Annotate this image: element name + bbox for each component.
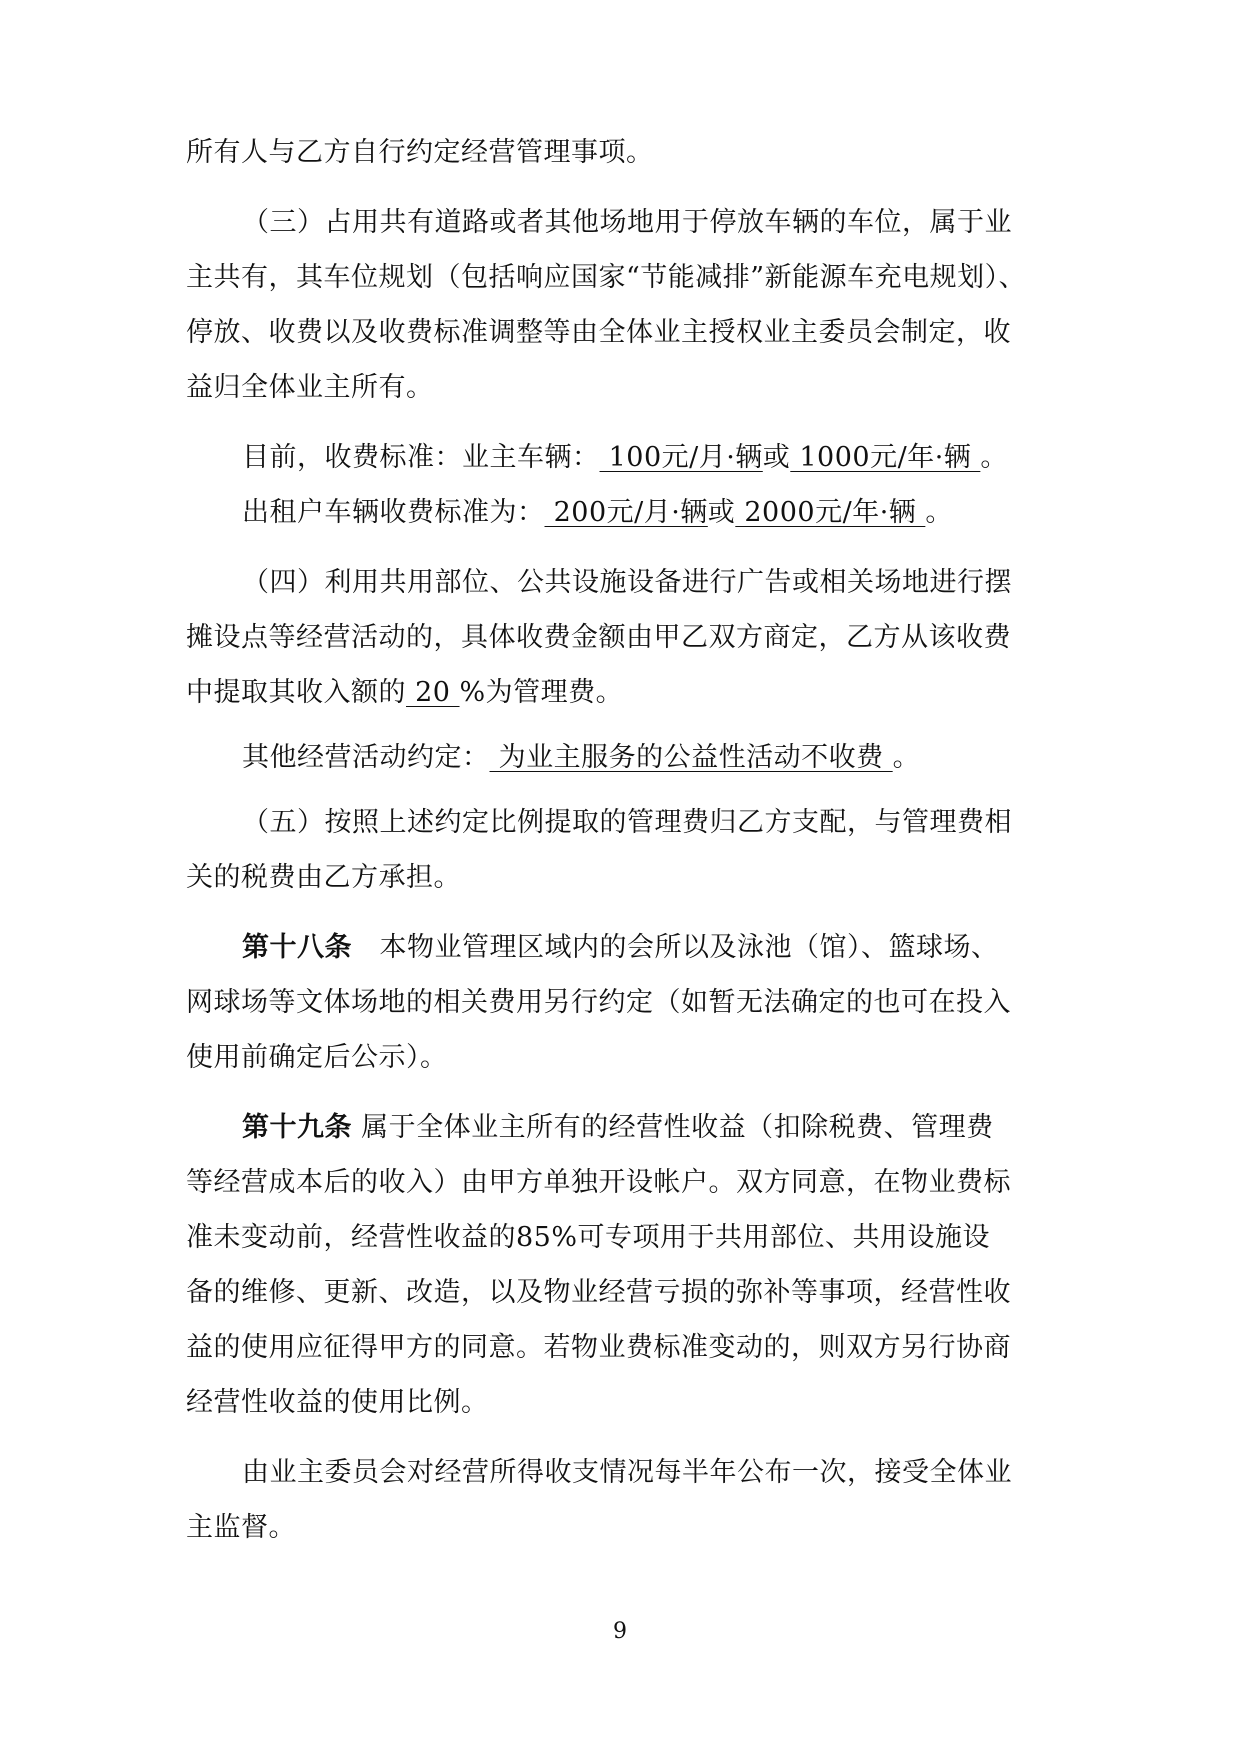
- line-end: 。: [925, 497, 953, 528]
- yearly-fee-fill: 1000元/年·辆: [790, 442, 981, 473]
- fee-label: 中提取其收入额的: [186, 677, 406, 708]
- page-number: 9: [613, 1619, 627, 1644]
- paragraph-line: 所有人与乙方自行约定经营管理事项。: [186, 137, 654, 168]
- paragraph-line: 益的使用应征得甲方的同意。若物业费标准变动的，则双方另行协商: [186, 1332, 1011, 1363]
- paragraph-line: （五）按照上述约定比例提取的管理费归乙方支配，与管理费相: [242, 807, 1012, 838]
- paragraph-line: 网球场等文体场地的相关费用另行约定（如暂无法确定的也可在投入: [186, 987, 1011, 1018]
- paragraph-line: 使用前确定后公示）。: [186, 1042, 448, 1073]
- article-19-line: [242, 1100, 1056, 1156]
- paragraph-line: 备的维修、更新、改造，以及物业经营亏损的弥补等事项，经营性收: [186, 1277, 1011, 1308]
- activities-fill: 为业主服务的公益性活动不收费: [489, 742, 893, 773]
- article-text: 属于全体业主所有的经营性收益（扣除税费、管理费: [352, 1112, 994, 1143]
- paragraph-line: （三）占用共有道路或者其他场地用于停放车辆的车位，属于业: [242, 207, 1012, 238]
- paragraph-line: 摊设点等经营活动的，具体收费金额由甲乙双方商定，乙方从该收费: [186, 622, 1011, 653]
- paragraph-line: 关的税费由乙方承担。: [186, 862, 461, 893]
- paragraph-line: 主共有，其车位规划（包括响应国家“节能减排”新能源车充电规划）、: [186, 262, 1027, 293]
- line-end: 。: [892, 742, 921, 773]
- line-end: 。: [980, 442, 1008, 473]
- article-label: 第十九条: [242, 1112, 352, 1143]
- fee-label: 出租户车辆收费标准为：: [242, 497, 545, 528]
- article-text: 本物业管理区域内的会所以及泳池（馆）、篮球场、: [352, 932, 999, 963]
- percentage-fill: 20: [406, 677, 460, 708]
- or-text: 或: [762, 442, 791, 473]
- paragraph-line: （四）利用共用部位、公共设施设备进行广告或相关场地进行摆: [242, 567, 1012, 598]
- paragraph-line: 经营性收益的使用比例。: [186, 1387, 489, 1418]
- paragraph-line: 停放、收费以及收费标准调整等由全体业主授权业主委员会制定，收: [186, 317, 1011, 348]
- paragraph-line: 等经营成本后的收入）由甲方单独开设帐户。双方同意，在物业费标: [186, 1167, 1011, 1198]
- fee-label: 目前，收费标准：业主车辆：: [242, 442, 600, 473]
- monthly-fee-fill: 200元/月·辆: [544, 497, 708, 528]
- article-label: 第十八条: [242, 932, 352, 963]
- paragraph-line: 由业主委员会对经营所得收支情况每半年公布一次，接受全体业: [242, 1457, 1012, 1488]
- other-activities-line: [242, 730, 1056, 786]
- yearly-fee-fill: 2000元/年·辆: [735, 497, 926, 528]
- paragraph-line: 准未变动前，经营性收益的85%可专项用于共用部位、共用设施设: [186, 1222, 991, 1253]
- paragraph-line: 益归全体业主所有。: [186, 372, 434, 403]
- management-fee-line: [186, 665, 1056, 721]
- owner-vehicle-fee-line: [242, 430, 1056, 486]
- tenant-vehicle-fee-line: [242, 485, 1056, 541]
- or-text: 或: [707, 497, 736, 528]
- article-18-line: [242, 920, 1056, 976]
- activities-label: 其他经营活动约定：: [242, 742, 490, 773]
- line-end: %为管理费。: [459, 677, 624, 708]
- monthly-fee-fill: 100元/月·辆: [599, 442, 763, 473]
- paragraph-line: 主监督。: [186, 1512, 296, 1543]
